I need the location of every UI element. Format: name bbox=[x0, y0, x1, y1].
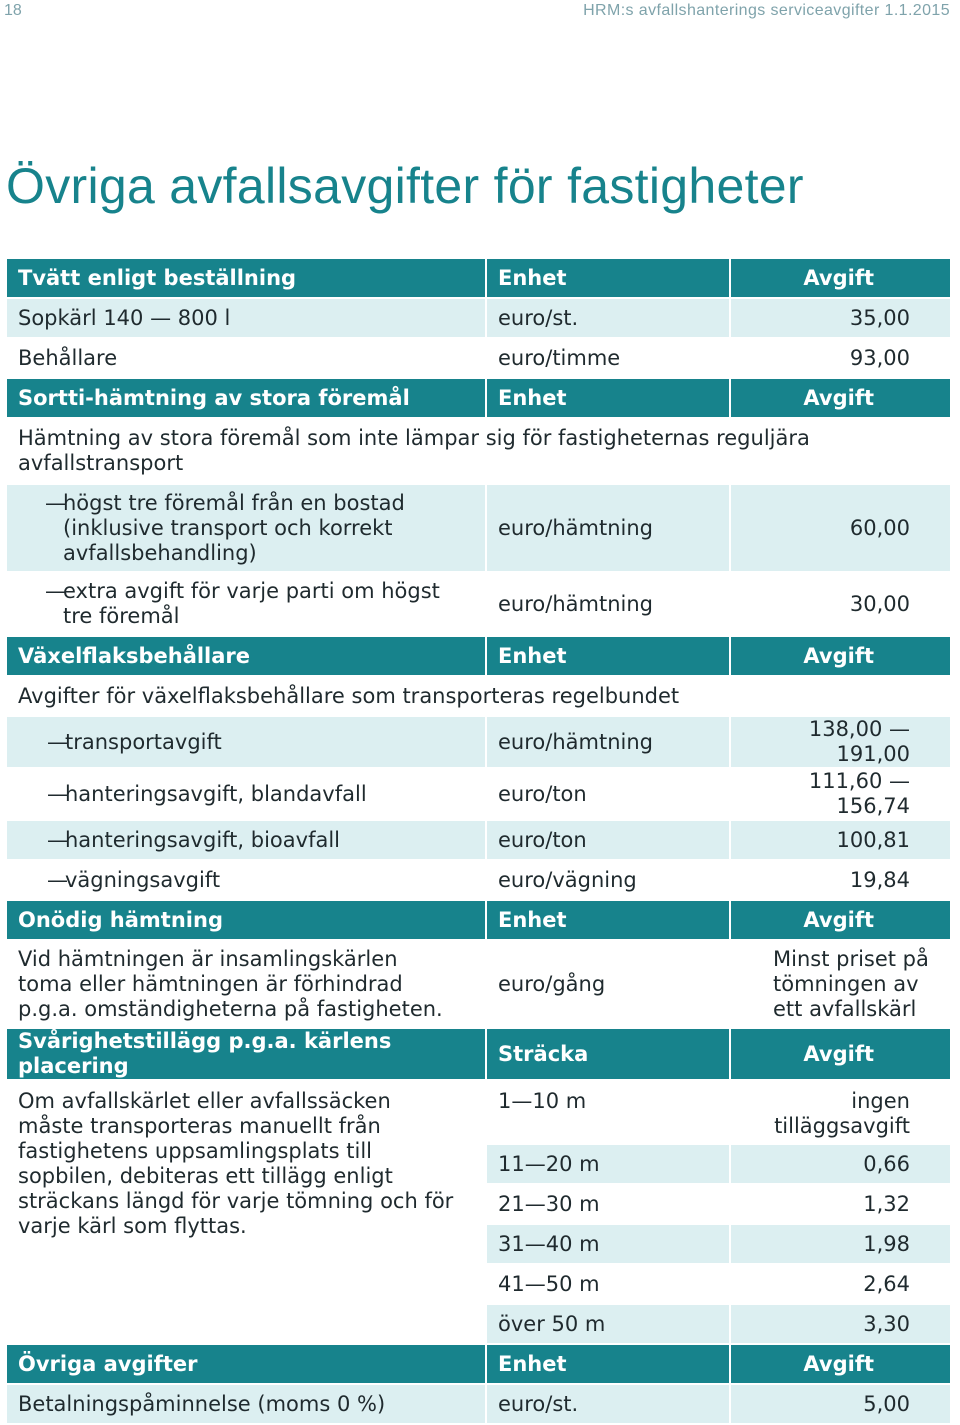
table-row bbox=[6, 298, 951, 338]
row-unit: euro/st. bbox=[486, 298, 730, 338]
row-fee: 30,00 bbox=[730, 572, 951, 636]
row-label-text: transportavgift bbox=[65, 729, 222, 754]
row-label-text: hanteringsavgift, bioavfall bbox=[65, 827, 340, 852]
section-heading: Övriga avgifter bbox=[6, 1344, 486, 1384]
row-label bbox=[6, 860, 486, 900]
row-fee: 1,32 bbox=[730, 1184, 951, 1224]
section-heading: Onödig hämtning bbox=[6, 900, 486, 940]
row-fee: 100,81 bbox=[730, 820, 951, 860]
fee-header: Avgift bbox=[730, 636, 951, 676]
table-row bbox=[6, 768, 951, 820]
dash-glyph: — bbox=[47, 827, 68, 852]
row-unit: euro/ton bbox=[486, 768, 730, 820]
row-label: Betalningspåminnelse (moms 0 %) bbox=[6, 1384, 486, 1424]
row-label bbox=[6, 572, 486, 636]
fee-header: Avgift bbox=[730, 1028, 951, 1080]
dash-glyph: — bbox=[47, 867, 68, 892]
page-title: Övriga avfallsavgifter för fastigheter bbox=[6, 158, 804, 214]
intro-row bbox=[6, 418, 951, 484]
unit-header: Enhet bbox=[486, 636, 730, 676]
row-fee: 3,30 bbox=[730, 1304, 951, 1344]
row-fee: 138,00 — 191,00 bbox=[730, 716, 951, 768]
row-label: Behållare bbox=[6, 338, 486, 378]
fee-header: Avgift bbox=[730, 378, 951, 418]
row-unit: euro/vägning bbox=[486, 860, 730, 900]
fee-table bbox=[5, 257, 952, 1425]
row-distance: över 50 m bbox=[486, 1304, 730, 1344]
fee-header: Avgift bbox=[730, 1344, 951, 1384]
row-label bbox=[6, 716, 486, 768]
row-fee: ingen tilläggsavgift bbox=[730, 1080, 951, 1144]
dash-glyph: — bbox=[47, 781, 68, 806]
section-heading: Sortti-hämtning av stora föremål bbox=[6, 378, 486, 418]
row-label-text: vägningsavgift bbox=[65, 867, 221, 892]
row-label bbox=[6, 484, 486, 572]
running-title: HRM:s avfallshanterings serviceavgifter 1.1.2015 bbox=[583, 2, 950, 19]
section-header-sortti bbox=[6, 378, 951, 418]
row-label: Sopkärl 140 — 800 l bbox=[6, 298, 486, 338]
dash-glyph: — bbox=[47, 729, 68, 754]
table-row bbox=[6, 820, 951, 860]
row-fee: 0,66 bbox=[730, 1144, 951, 1184]
fee-header: Avgift bbox=[730, 900, 951, 940]
section-header-difficulty-surcharge bbox=[6, 1028, 951, 1080]
table-row bbox=[6, 338, 951, 378]
row-label-text: extra avgift för varje parti om högst tre föremål bbox=[63, 579, 440, 628]
row-fee: 2,64 bbox=[730, 1264, 951, 1304]
row-fee: 111,60 — 156,74 bbox=[730, 768, 951, 820]
surcharge-description: Om avfallskärlet eller avfallssäcken måste transporteras manuellt från fastighetens uppsamlingsplats till sopbilen, debiteras ett tillägg enligt sträckans längd för varje tömning och för varje kärl som flyttas. bbox=[6, 1080, 486, 1344]
table-row bbox=[6, 716, 951, 768]
dash-glyph: — bbox=[45, 490, 66, 515]
row-fee: 35,00 bbox=[730, 298, 951, 338]
row-unit: euro/hämtning bbox=[486, 716, 730, 768]
unit-header: Enhet bbox=[486, 378, 730, 418]
row-distance: 31—40 m bbox=[486, 1224, 730, 1264]
row-unit: euro/gång bbox=[486, 940, 730, 1028]
row-label: Vid hämtningen är insamlingskärlen toma eller hämtningen är förhindrad p.g.a. omständigheterna på fastigheten. bbox=[6, 940, 486, 1028]
section-intro: Avgifter för växelflaksbehållare som transporteras regelbundet bbox=[6, 676, 951, 716]
section-header-other-fees bbox=[6, 1344, 951, 1384]
row-fee: 19,84 bbox=[730, 860, 951, 900]
section-heading: Tvätt enligt beställning bbox=[6, 258, 486, 298]
page-number: 18 bbox=[4, 2, 22, 19]
row-unit: euro/st. bbox=[486, 1384, 730, 1424]
row-label-text: högst tre föremål från en bostad (inklusive transport och korrekt avfallsbehandling) bbox=[63, 490, 405, 565]
section-heading: Svårighetstillägg p.g.a. kärlens placering bbox=[6, 1028, 486, 1080]
row-label-text: hanteringsavgift, blandavfall bbox=[65, 781, 367, 806]
row-fee: 60,00 bbox=[730, 484, 951, 572]
row-label bbox=[6, 820, 486, 860]
dash-glyph: — bbox=[45, 579, 66, 603]
row-distance: 41—50 m bbox=[486, 1264, 730, 1304]
row-unit: euro/ton bbox=[486, 820, 730, 860]
unit-header: Sträcka bbox=[486, 1028, 730, 1080]
unit-header: Enhet bbox=[486, 258, 730, 298]
section-header-unnecessary-pickup bbox=[6, 900, 951, 940]
page-header bbox=[0, 0, 960, 24]
row-fee: Minst priset på tömningen av ett avfallskärl bbox=[730, 940, 951, 1028]
section-intro: Hämtning av stora föremål som inte lämpar sig för fastigheternas reguljära avfallstransport bbox=[6, 418, 951, 484]
row-unit: euro/hämtning bbox=[486, 484, 730, 572]
unit-header: Enhet bbox=[486, 900, 730, 940]
row-unit: euro/timme bbox=[486, 338, 730, 378]
table-row bbox=[6, 572, 951, 636]
intro-row bbox=[6, 676, 951, 716]
row-fee: 5,00 bbox=[730, 1384, 951, 1424]
section-header-vaxelflak bbox=[6, 636, 951, 676]
section-heading: Växelflaksbehållare bbox=[6, 636, 486, 676]
section-header-washing bbox=[6, 258, 951, 298]
unit-header: Enhet bbox=[486, 1344, 730, 1384]
table-row bbox=[6, 1384, 951, 1424]
row-fee: 93,00 bbox=[730, 338, 951, 378]
fee-header: Avgift bbox=[730, 258, 951, 298]
table-row bbox=[6, 940, 951, 1028]
table-row bbox=[6, 1080, 951, 1144]
row-distance: 11—20 m bbox=[486, 1144, 730, 1184]
row-fee: 1,98 bbox=[730, 1224, 951, 1264]
row-distance: 1—10 m bbox=[486, 1080, 730, 1144]
row-distance: 21—30 m bbox=[486, 1184, 730, 1224]
table-row bbox=[6, 860, 951, 900]
row-unit: euro/hämtning bbox=[486, 572, 730, 636]
row-label bbox=[6, 768, 486, 820]
table-row bbox=[6, 484, 951, 572]
